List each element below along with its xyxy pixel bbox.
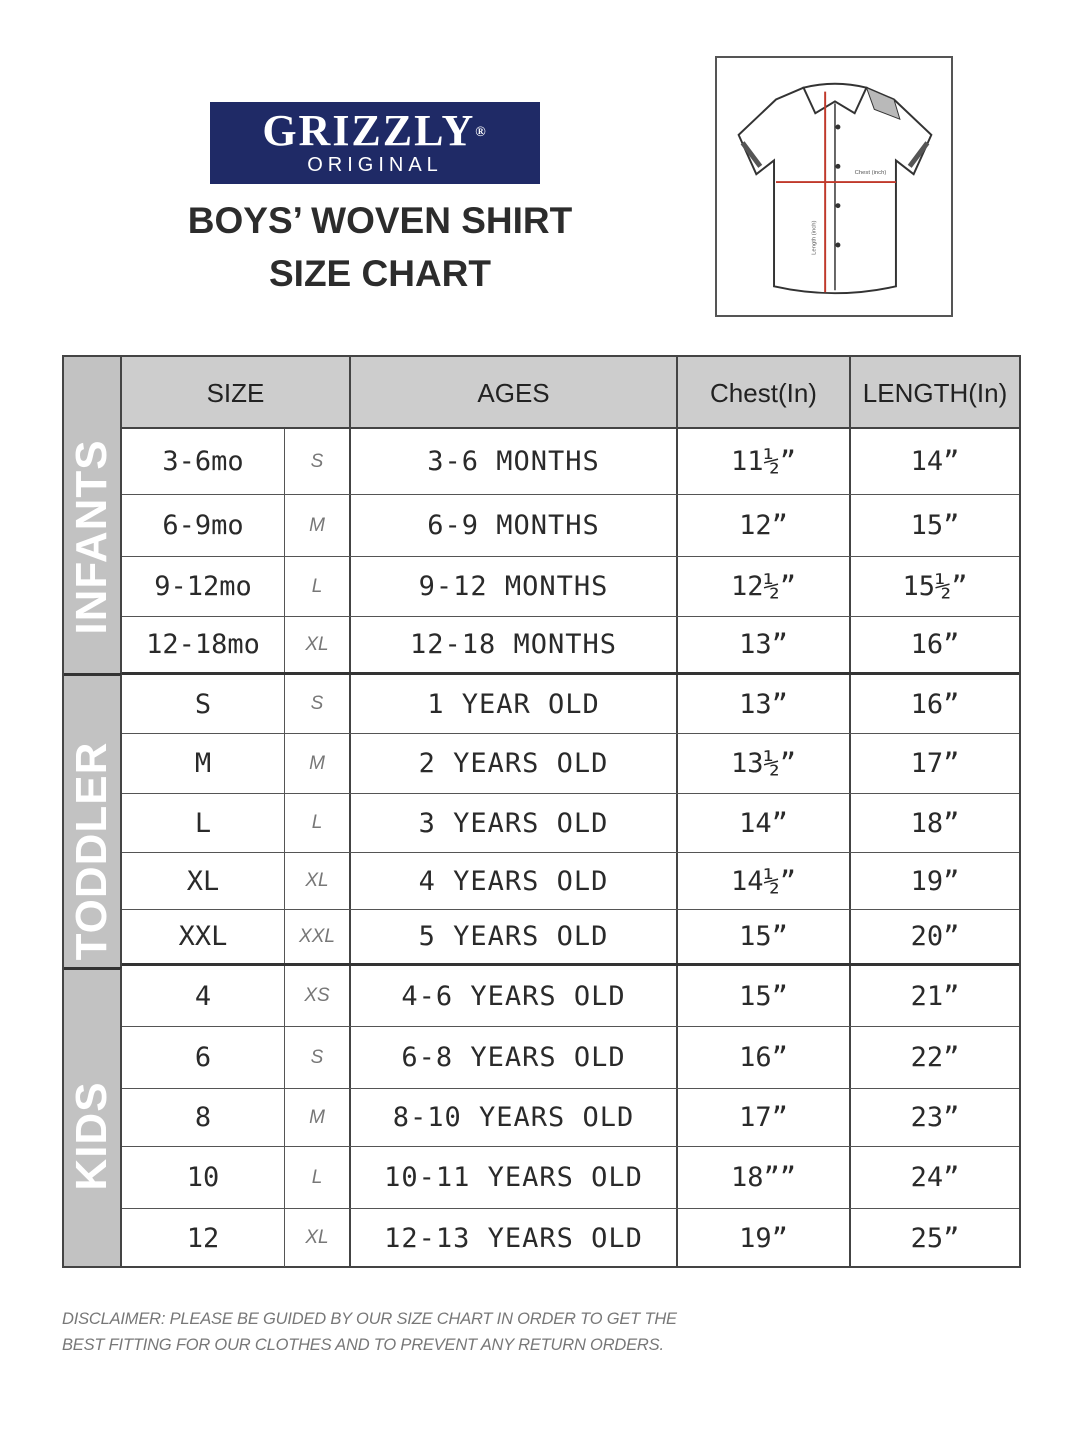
shirt-measurement-diagram — [715, 56, 953, 317]
letter-size-cell: M — [285, 1089, 351, 1146]
letter-size-cell: XL — [285, 617, 351, 672]
age-cell: 3 YEARS OLD — [351, 794, 678, 852]
age-cell: 4 YEARS OLD — [351, 853, 678, 909]
table-header — [122, 357, 1019, 429]
chest-cell: 18”” — [678, 1147, 851, 1208]
letter-size-cell: XL — [285, 853, 351, 909]
chest-cell: 15” — [678, 966, 851, 1026]
length-cell: 18” — [910, 807, 960, 839]
disclaimer-line-1: DISCLAIMER: PLEASE BE GUIDED BY OUR SIZE CHART IN ORDER TO GET THE — [62, 1310, 677, 1328]
header-ages: AGES — [351, 357, 678, 427]
age-cell: 10-11 YEARS OLD — [351, 1147, 678, 1208]
table-row — [122, 910, 1019, 966]
age-cell: 5 YEARS OLD — [351, 910, 678, 963]
letter-size-cell: L — [285, 1147, 351, 1208]
table-row — [122, 966, 1019, 1027]
size-cell: 12-18mo — [122, 617, 285, 672]
chest-cell: 12½” — [678, 557, 851, 616]
page-title: BOYS’ WOVEN SHIRT — [187, 200, 573, 241]
chest-measure-label: Chest (inch) — [854, 170, 887, 177]
chest-cell: 14” — [678, 794, 851, 852]
age-cell: 2 YEARS OLD — [351, 734, 678, 793]
table-row — [122, 675, 1019, 734]
chest-cell: 15” — [678, 910, 851, 963]
group-label: INFANTS — [67, 439, 116, 635]
registered-mark: ® — [475, 125, 488, 140]
shirt-icon — [717, 58, 951, 315]
length-cell: 15½” — [902, 571, 968, 602]
letter-size-cell: M — [285, 495, 351, 556]
brand-logo — [210, 102, 540, 184]
table-body — [122, 429, 1019, 1266]
length-cell: 16” — [910, 629, 960, 660]
table-row — [122, 1209, 1019, 1267]
age-cell: 8-10 YEARS OLD — [351, 1089, 678, 1146]
group-infants — [64, 357, 122, 673]
length-cell: 21” — [910, 980, 960, 1012]
letter-size-cell: S — [285, 429, 351, 494]
header-length: LENGTH(In) — [862, 378, 1008, 408]
size-cell: 6 — [122, 1027, 285, 1088]
brand-name: GRIZZLY® — [262, 106, 488, 155]
group-label: KIDS — [67, 1081, 116, 1191]
size-cell: 9-12mo — [122, 557, 285, 616]
header-size: SIZE — [122, 357, 351, 427]
chest-cell: 13½” — [678, 734, 851, 793]
table-row — [122, 1089, 1019, 1147]
age-cell: 12-18 MONTHS — [351, 617, 678, 672]
table-row — [122, 1027, 1019, 1089]
table-row — [122, 794, 1019, 853]
length-measure-label: Length (inch) — [811, 220, 818, 255]
brand-sub: ORIGINAL — [307, 154, 443, 176]
age-cell: 3-6 MONTHS — [351, 429, 678, 494]
chest-cell: 16” — [678, 1027, 851, 1088]
length-cell: 14” — [910, 446, 960, 477]
size-cell: 8 — [122, 1089, 285, 1146]
letter-size-cell: L — [285, 557, 351, 616]
size-cell: M — [122, 734, 285, 793]
length-cell: 24” — [910, 1162, 960, 1193]
length-cell: 20” — [910, 921, 960, 952]
table-row — [122, 429, 1019, 495]
length-cell: 23” — [910, 1102, 960, 1133]
group-label: TODDLER — [67, 741, 116, 961]
table-row — [122, 734, 1019, 794]
letter-size-cell: M — [285, 734, 351, 793]
button-1 — [835, 125, 840, 130]
chest-cell: 19” — [678, 1209, 851, 1267]
size-cell: 10 — [122, 1147, 285, 1208]
size-cell: 4 — [122, 966, 285, 1026]
letter-size-cell: S — [285, 675, 351, 733]
size-cell: XXL — [122, 910, 285, 963]
chest-cell: 11½” — [678, 429, 851, 494]
size-cell: 3-6mo — [122, 429, 285, 494]
group-toddler — [64, 673, 122, 967]
chest-cell: 13” — [678, 617, 851, 672]
age-cell: 12-13 YEARS OLD — [351, 1209, 678, 1267]
header-chest: Chest(In) — [678, 357, 851, 427]
letter-size-cell: XXL — [285, 910, 351, 963]
chest-cell: 12” — [678, 495, 851, 556]
table-row — [122, 495, 1019, 557]
age-cell: 9-12 MONTHS — [351, 557, 678, 616]
chest-cell: 17” — [678, 1089, 851, 1146]
length-cell: 25” — [910, 1222, 960, 1254]
size-cell: 6-9mo — [122, 495, 285, 556]
length-cell: 22” — [910, 1042, 960, 1073]
age-cell: 6-8 YEARS OLD — [351, 1027, 678, 1088]
button-3 — [835, 203, 840, 208]
page-subtitle: SIZE CHART — [269, 253, 491, 294]
age-cell: 4-6 YEARS OLD — [351, 966, 678, 1026]
button-4 — [835, 243, 840, 248]
age-cell: 6-9 MONTHS — [351, 495, 678, 556]
letter-size-cell: XL — [285, 1209, 351, 1267]
letter-size-cell: L — [285, 794, 351, 852]
size-cell: XL — [122, 853, 285, 909]
button-2 — [835, 164, 840, 169]
group-kids — [64, 967, 122, 1266]
chest-cell: 14½” — [678, 853, 851, 909]
letter-size-cell: XS — [285, 966, 351, 1026]
size-cell: L — [122, 794, 285, 852]
disclaimer-line-2: BEST FITTING FOR OUR CLOTHES AND TO PREVENT ANY RETURN ORDERS. — [62, 1336, 664, 1354]
age-cell: 1 YEAR OLD — [351, 675, 678, 733]
size-chart-table — [62, 355, 1021, 1268]
table-row — [122, 1147, 1019, 1209]
table-row — [122, 853, 1019, 910]
length-cell: 19” — [910, 865, 960, 897]
table-row — [122, 557, 1019, 617]
disclaimer — [62, 1306, 962, 1358]
letter-size-cell: S — [285, 1027, 351, 1088]
length-cell: 17” — [910, 748, 960, 779]
size-cell: S — [122, 675, 285, 733]
length-cell: 15” — [910, 510, 960, 541]
length-cell: 16” — [910, 688, 960, 720]
table-row — [122, 617, 1019, 675]
size-cell: 12 — [122, 1209, 285, 1267]
chest-cell: 13” — [678, 675, 851, 733]
